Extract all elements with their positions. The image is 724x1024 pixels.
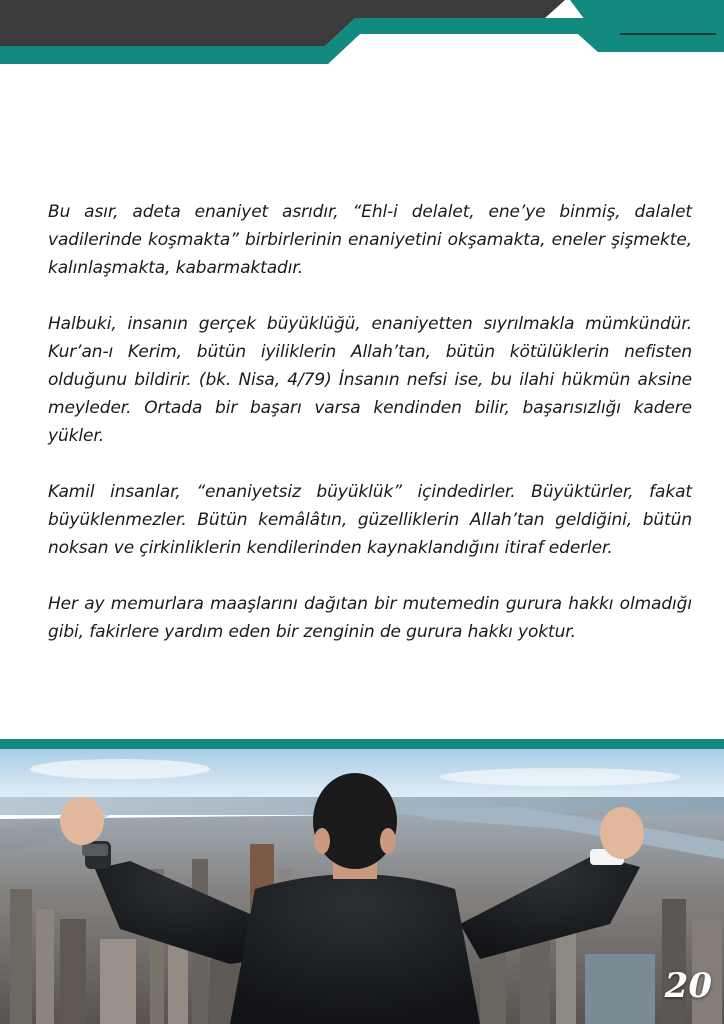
city-success-photo <box>0 749 724 1024</box>
paragraph-4: Her ay memurlara maaşlarını dağıtan bir mutemedin gurura hakkı olmadığı gibi, fakirlere yardım eden bir zenginin de gurura hakkı yoktur. <box>48 594 692 642</box>
paragraph-2: Halbuki, insanın gerçek büyüklüğü, enaniyetten sıyrılmakla mümkündür. Kur’an-ı Kerim, bütün iyiliklerin Allah’tan, bütün kötülüklerin nefisten olduğunu bildirir. (bk. Nisa, 4/79) İnsanın nefsi ise, bu ilahi hükmün aksine meyleder. Ortada bir başarı varsa kendinden bilir, başarısızlığı kadere yükler. <box>48 314 692 446</box>
paragraph-3: Kamil insanlar, “enaniyetsiz büyüklük” içindedirler. Büyüktürler, fakat büyüklenmezler. Bütün kemâlâtın, güzelliklerin Allah’tan geldiğini, bütün noksan ve çirkinliklerin kendilerinden kaynaklandığını itiraf ederler. <box>48 482 692 558</box>
main-content <box>48 198 692 674</box>
header-right-tab <box>570 0 724 52</box>
paragraph-1: Bu asır, adeta enaniyet asrıdır, “Ehl-i delalet, ene’ye binmiş, dalalet vadilerinde koşmakta” birbirlerinin enaniyetini okşamakta, eneler şişmekte, kalınlaşmakta, kabarmaktadır. <box>48 202 692 278</box>
footer-stripe <box>0 739 724 749</box>
header-decoration <box>0 0 724 70</box>
city-illustration <box>0 749 724 1024</box>
page-number: 20 <box>664 966 712 1006</box>
